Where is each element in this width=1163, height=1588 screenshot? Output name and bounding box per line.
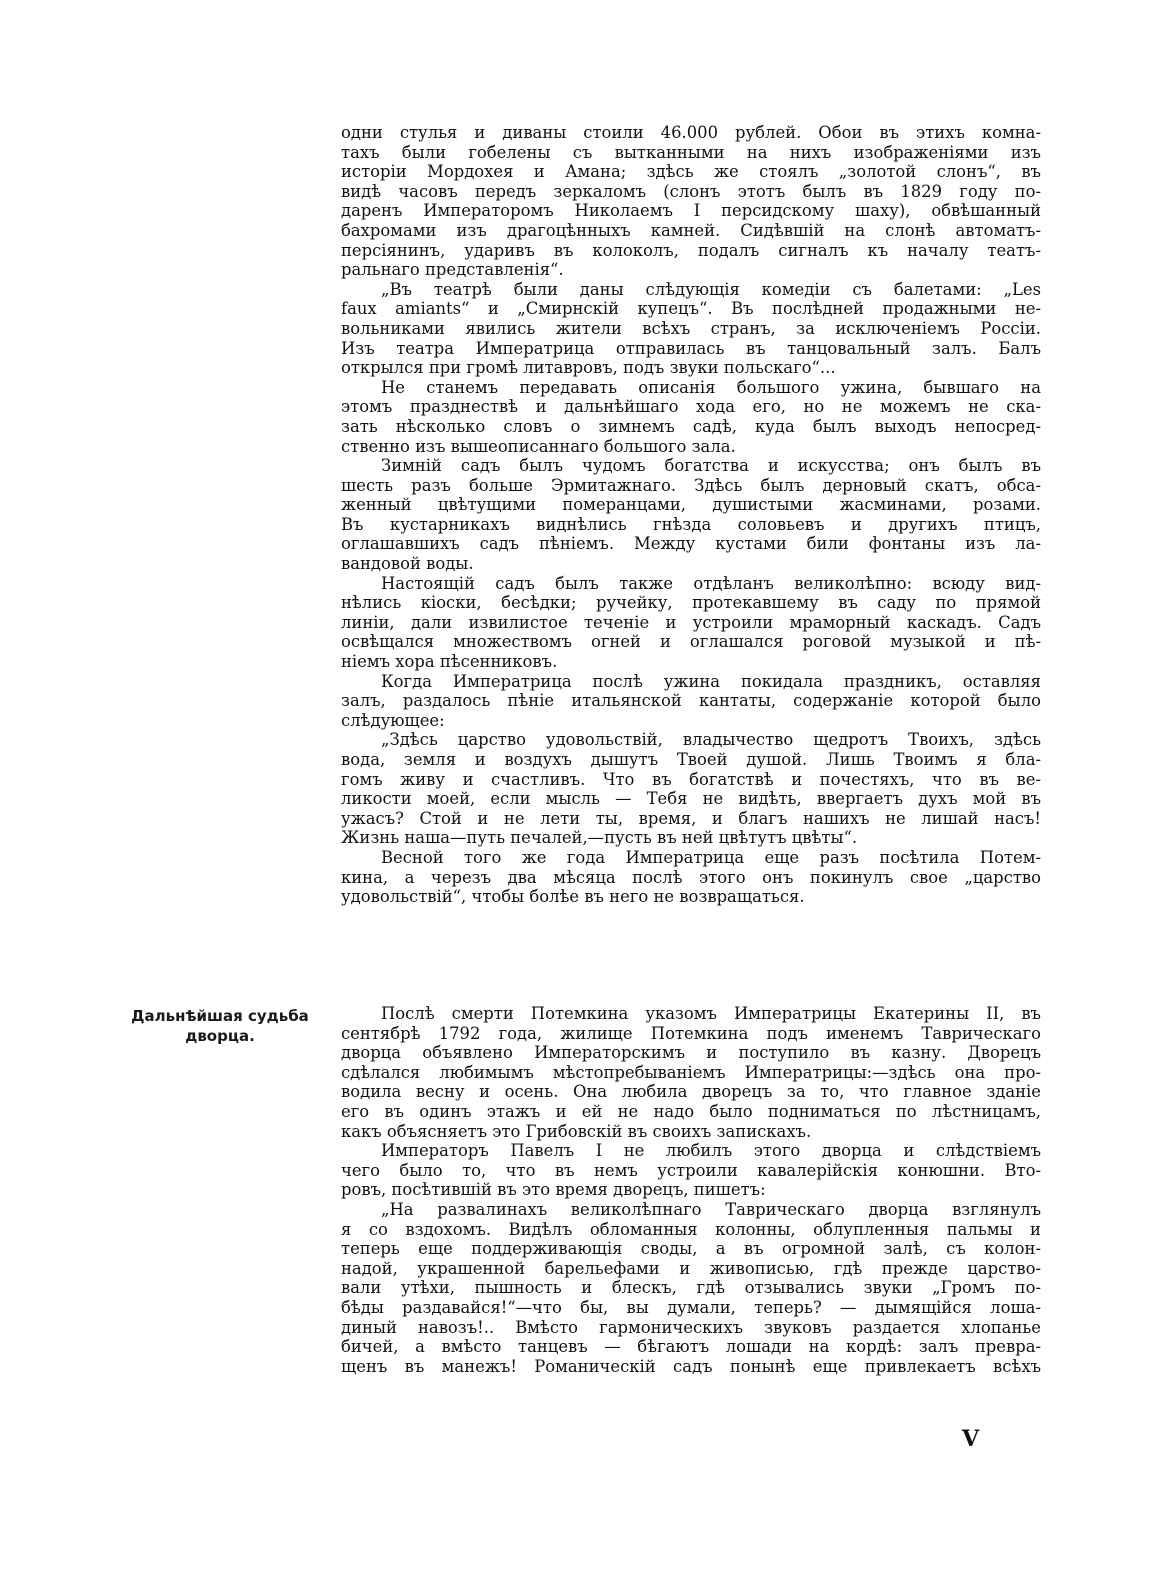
text-line: ровъ, посѣтившій въ это время дворецъ, пишетъ: [341, 1180, 766, 1200]
text-line: ственно изъ вышеописаннаго большого зала. [341, 436, 736, 456]
text-line: вольниками явились жители всѣхъ странъ, за исключеніемъ Россіи. [341, 318, 1041, 338]
text-line: Жизнь наша—путь печалей,—пусть въ ней цвѣтутъ цвѣты“. [341, 828, 858, 848]
text-line: линіи, дали извилистое теченіе и устроили мраморный каскадъ. Садъ [341, 612, 1041, 632]
text-line: слѣдующее: [341, 710, 445, 730]
text-line: дворца объявлено Императорскимъ и поступило въ казну. Дворецъ [341, 1043, 1041, 1063]
text-line: бахромами изъ драгоцѣнныхъ камней. Сидѣвшій на слонѣ автоматъ- [341, 220, 1041, 240]
margin-note-line: Дальнѣйшая судьба [131, 1007, 309, 1025]
text-line: сдѣлался любимымъ мѣстопребываніемъ Императрицы:—здѣсь она про- [341, 1062, 1041, 1082]
text-line: faux amiants“ и „Смирнскій купецъ“. Въ послѣдней продажными не- [341, 299, 1041, 319]
text-line: даренъ Императоромъ Николаемъ I персидскому шаху), обвѣшанный [341, 201, 1041, 221]
text-line: Зимній садъ былъ чудомъ богатства и искусства; онъ былъ въ [381, 456, 1041, 476]
text-line: вали утѣхи, пышность и блескъ, гдѣ отзывались звуки „Громъ по- [341, 1278, 1041, 1298]
text-line: Когда Императрица послѣ ужина покидала праздникъ, оставляя [381, 671, 1041, 691]
text-line: Изъ театра Императрица отправилась въ танцовальный залъ. Балъ [341, 338, 1041, 358]
text-line: залъ, раздалось пѣніе итальянской кантаты, содержаніе которой было [341, 691, 1041, 711]
text-line: одни стулья и диваны стоили 46.000 рублей. Обои въ этихъ комна- [341, 123, 1041, 142]
text-line: какъ объясняетъ это Грибовскій въ своихъ запискахъ. [341, 1121, 812, 1141]
text-line: Настоящій садъ былъ также отдѣланъ великолѣпно: всюду вид- [381, 573, 1041, 593]
text-block-palace-fate [341, 1004, 1041, 1376]
text-line: кина, а черезъ два мѣсяца послѣ этого онъ покинулъ свое „царство [341, 867, 1041, 887]
page-number: V [962, 1426, 980, 1452]
text-line: исторіи Мордохея и Амана; здѣсь же стоялъ „золотой слонъ“, въ [341, 162, 1041, 182]
text-line: водила весну и осень. Она любила дворецъ за то, что главное зданіе [341, 1082, 1041, 1102]
text-line: зать нѣсколько словъ о зимнемъ садѣ, куда былъ выходъ непосред- [341, 416, 1041, 436]
text-line: вода, земля и воздухъ дышутъ Твоей душой. Лишь Твоимъ я бла- [341, 750, 1041, 769]
text-line: Въ кустарникахъ виднѣлись гнѣзда соловьевъ и другихъ птицъ, [341, 514, 1041, 534]
text-line: „Здѣсь царство удовольствій, владычество щедротъ Твоихъ, здѣсь [381, 730, 1041, 750]
text-line: бичей, а вмѣсто танцевъ — бѣгаютъ лошади на кордѣ: залъ превра- [341, 1337, 1041, 1357]
text-line: открылся при громѣ литавровъ, подъ звуки польскаго“... [341, 358, 836, 378]
text-line: удовольствій“, чтобы болѣе въ него не возвращаться. [341, 887, 805, 907]
text-line: ніемъ хора пѣсенниковъ. [341, 652, 558, 672]
text-line: теперь еще поддерживающія своды, а въ огромной залѣ, съ колон- [341, 1239, 1041, 1259]
text-line: щенъ въ манежъ! Романическій садъ понынѣ еще привлекаетъ всѣхъ [341, 1356, 1041, 1376]
text-line: бѣды раздавайся!“—что бы, вы думали, теперь? — дымящійся лоша- [341, 1297, 1041, 1317]
margin-note [120, 1006, 320, 1046]
text-line: ральнаго представленія“. [341, 260, 564, 280]
text-line: Послѣ смерти Потемкина указомъ Императрицы Екатерины II, въ [381, 1004, 1041, 1023]
text-line: чего было то, что въ немъ устроили кавалерійскія конюшни. Вто- [341, 1160, 1041, 1180]
text-line: Не станемъ передавать описанія большого ужина, бывшаго на [381, 377, 1041, 397]
text-line: я со вздохомъ. Видѣлъ обломанныя колонны, облупленныя пальмы и [341, 1219, 1041, 1239]
text-block-festival [341, 123, 1041, 907]
text-line: шесть разъ больше Эрмитажнаго. Здѣсь былъ дерновый скатъ, обса- [341, 475, 1041, 495]
text-line: видѣ часовъ передъ зеркаломъ (слонъ этотъ былъ въ 1829 году по- [341, 181, 1041, 201]
text-line: оглашавшихъ садъ пѣніемъ. Между кустами били фонтаны изъ ла- [341, 534, 1041, 554]
text-line: освѣщался множествомъ огней и оглашался роговой музыкой и пѣ- [341, 632, 1041, 652]
text-line: Весной того же года Императрица еще разъ посѣтила Потем- [381, 847, 1041, 867]
text-line: сентябрѣ 1792 года, жилище Потемкина подъ именемъ Таврическаго [341, 1023, 1041, 1043]
text-line: персіянинъ, ударивъ въ колоколъ, подалъ сигналъ къ началу театъ- [341, 240, 1041, 260]
text-line: этомъ празднествѣ и дальнѣйшаго хода его, но не можемъ не ска- [341, 397, 1041, 417]
text-line: „На развалинахъ великолѣпнаго Таврическаго дворца взглянулъ [381, 1199, 1041, 1219]
text-line: нѣлись кіоски, бесѣдки; ручейку, протекавшему въ саду по прямой [341, 593, 1041, 613]
text-line: тахъ были гобелены съ вытканными на нихъ изображеніями изъ [341, 142, 1041, 162]
text-line: его въ одинъ этажъ и ей не надо было подниматься по лѣстницамъ, [341, 1101, 1041, 1121]
text-line: ужасъ? Стой и не лети ты, время, и благъ нашихъ не лишай насъ! [341, 808, 1041, 828]
text-line: диный навозъ!.. Вмѣсто гармоническихъ звуковъ раздается хлопанье [341, 1317, 1041, 1337]
text-line: гомъ живу и счастливъ. Что въ богатствѣ и почестяхъ, что въ ве- [341, 769, 1041, 789]
text-line: Императоръ Павелъ I не любилъ этого дворца и слѣдствіемъ [381, 1141, 1041, 1161]
text-line: женный цвѣтущими померанцами, душистыми жасминами, розами. [341, 495, 1041, 515]
text-line: „Въ театрѣ были даны слѣдующія комедіи съ балетами: „Les [381, 279, 1041, 299]
margin-note-line: дворца. [185, 1027, 255, 1045]
text-line: вандовой воды. [341, 554, 474, 574]
text-line: ликости моей, если мысль — Тебя не видѣть, ввергаетъ духъ мой въ [341, 789, 1041, 809]
text-line: надой, украшенной барельефами и живописью, гдѣ прежде царство- [341, 1258, 1041, 1278]
